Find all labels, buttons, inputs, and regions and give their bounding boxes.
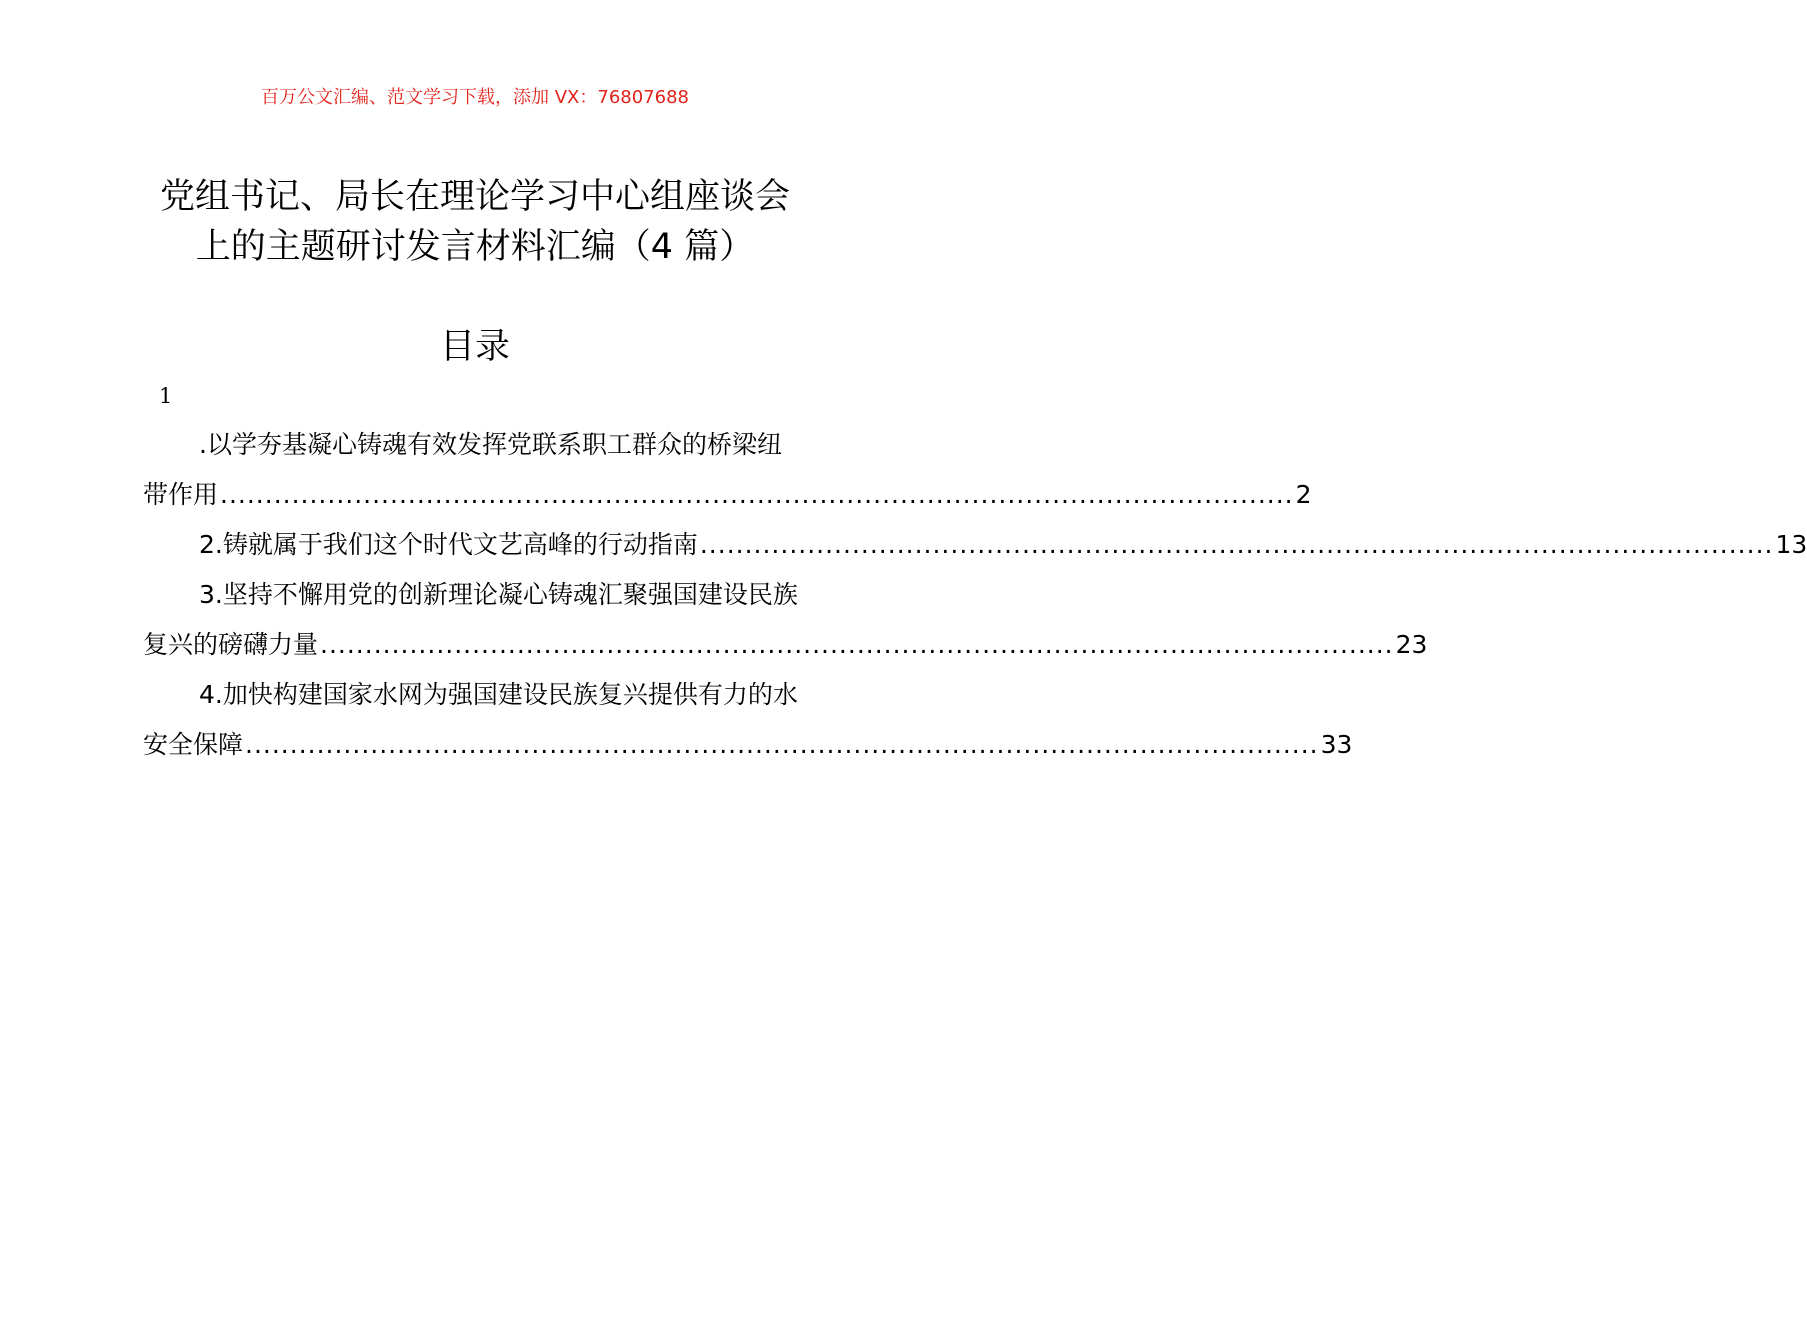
toc-entry-4-title-end: 安全保障 — [143, 730, 244, 759]
toc-entry-2[interactable] — [143, 520, 1807, 570]
toc-entry-3-line-2 — [143, 620, 1428, 670]
toc-entry-4-line-2 — [143, 720, 1353, 770]
document-title-line-2: 上的主题研讨发言材料汇编（4 篇） — [195, 227, 755, 267]
toc-entry-3[interactable] — [143, 570, 1428, 670]
toc-heading: 目录 — [439, 327, 510, 367]
toc-entry-3-line-1: 3.坚持不懈用党的创新理论凝心铸魂汇聚强国建设民族 — [199, 580, 798, 609]
document-title — [120, 172, 830, 272]
toc-entry-3-page: 23 — [1395, 630, 1428, 659]
toc-entry-2-page: 13 — [1775, 530, 1807, 559]
toc-entry-1-title-end: 带作用 — [143, 480, 219, 509]
stray-page-number: 1 — [159, 384, 173, 408]
toc-entry-4-page: 33 — [1320, 730, 1353, 759]
toc-leader-dots: ........................................................................................................................ — [320, 630, 1394, 659]
toc-entry-3-title-end: 复兴的磅礴力量 — [143, 630, 319, 659]
toc-entry-1[interactable] — [143, 420, 1312, 520]
toc-entry-2-title: 2.铸就属于我们这个时代文艺高峰的行动指南 — [199, 530, 698, 559]
header-watermark-note: 百万公文汇编、范文学习下载，添加 VX：76807688 — [261, 87, 689, 108]
toc-entry-4[interactable] — [143, 670, 1353, 770]
document-title-line-1: 党组书记、局长在理论学习中心组座谈会 — [159, 177, 790, 217]
toc-leader-dots: ........................................................................................................................ — [245, 730, 1319, 759]
toc-leader-dots: ........................................................................................................................ — [699, 530, 1774, 559]
toc-entry-1-line-2 — [143, 470, 1312, 520]
toc-leader-dots: ........................................................................................................................ — [220, 480, 1294, 509]
toc-entry-2-line-1 — [143, 520, 1807, 570]
toc-entry-1-page: 2 — [1295, 480, 1312, 509]
toc-entry-4-line-1: 4.加快构建国家水网为强国建设民族复兴提供有力的水 — [199, 680, 798, 709]
table-of-contents — [143, 420, 1807, 770]
toc-entry-1-line-1: .以学夯基凝心铸魂有效发挥党联系职工群众的桥梁纽 — [199, 430, 782, 459]
